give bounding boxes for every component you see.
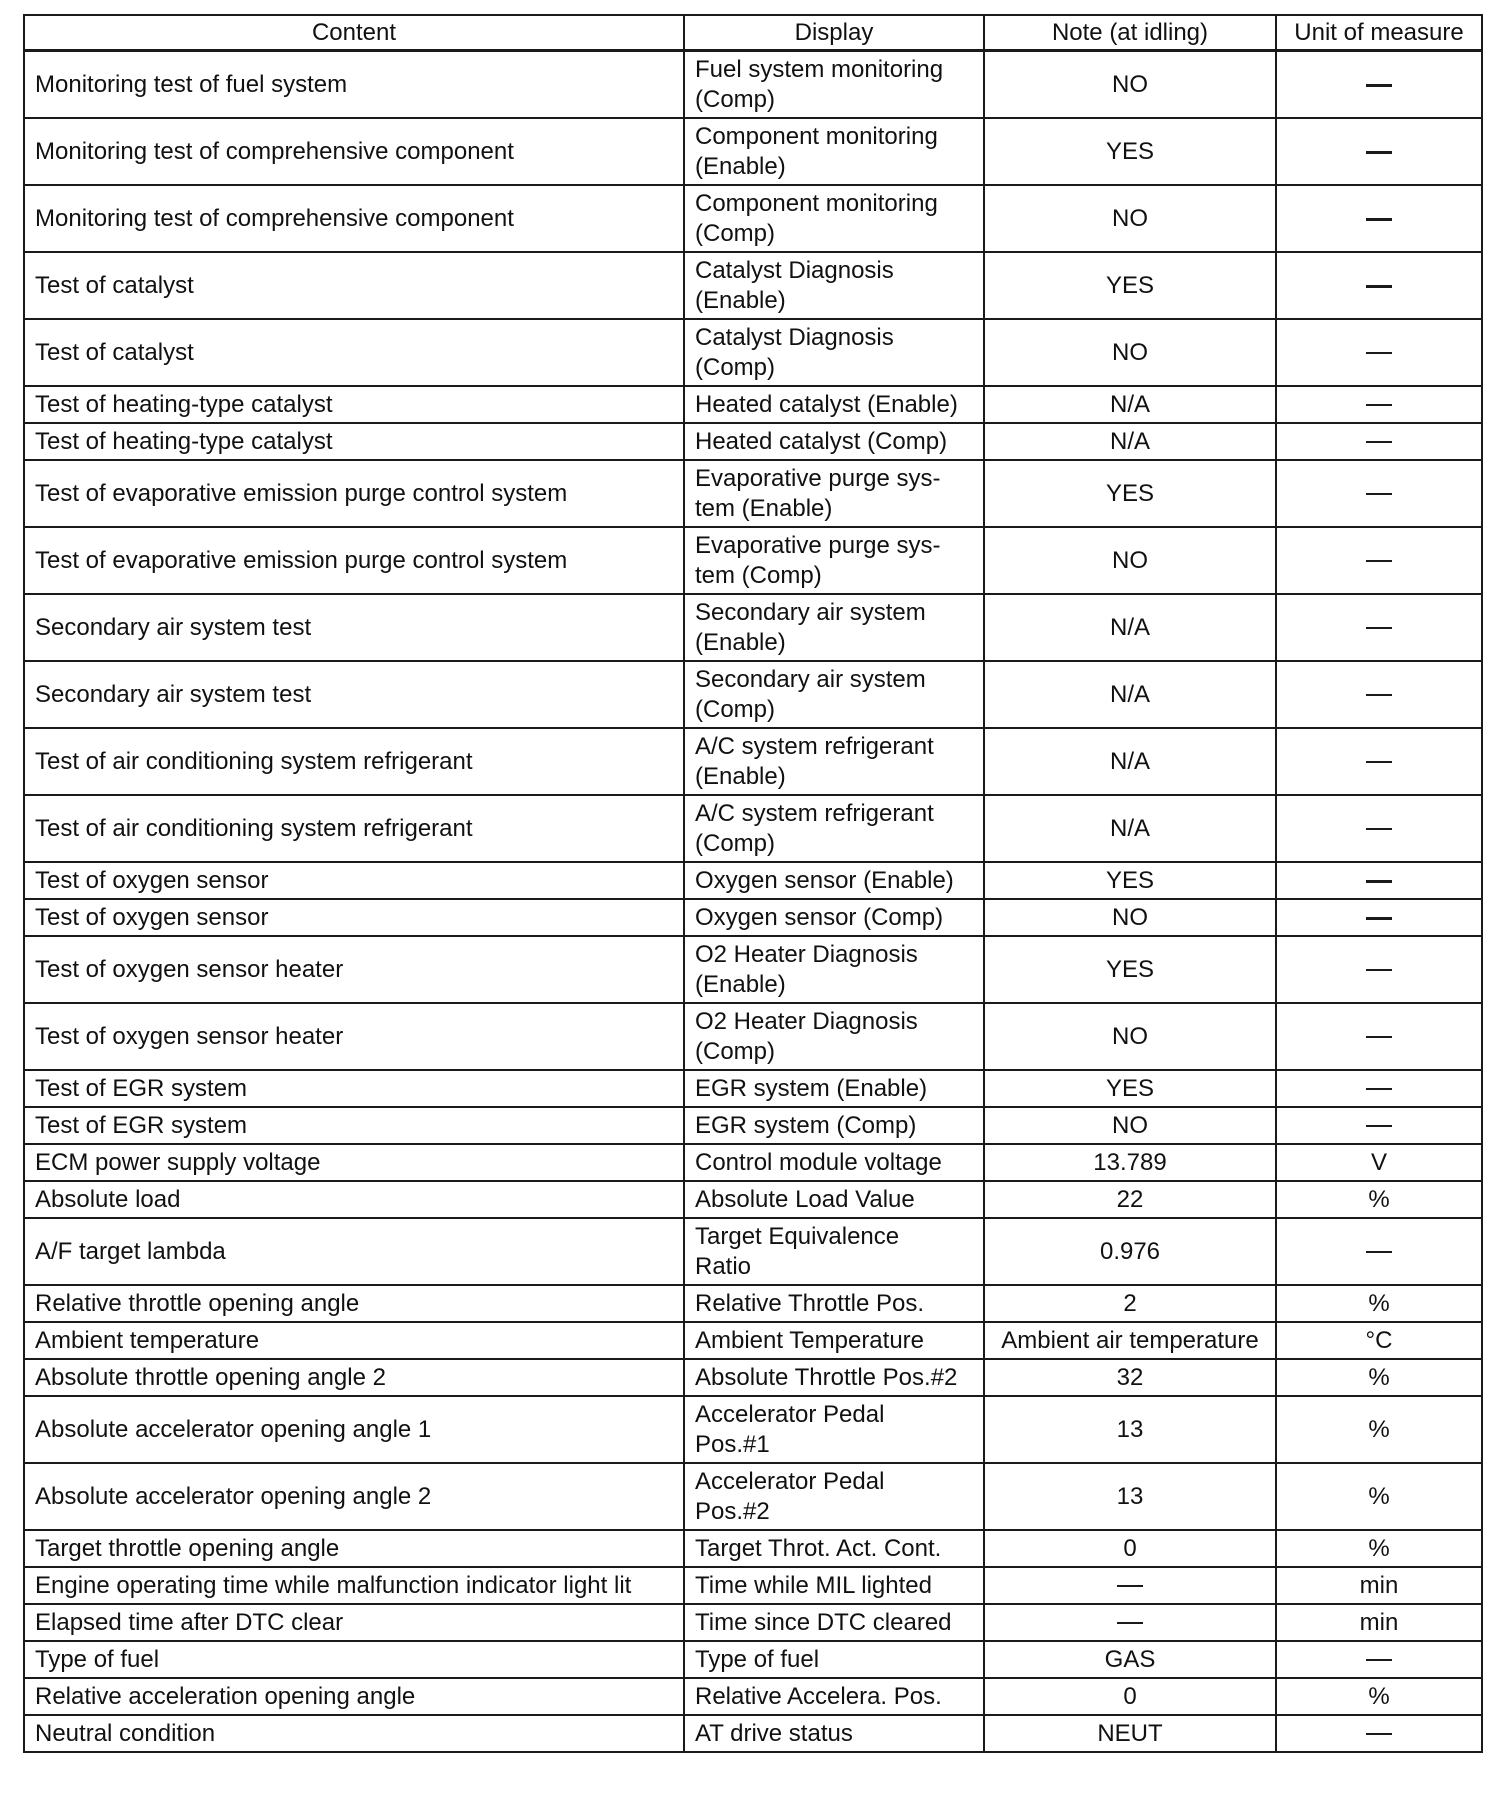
note-cell: NO (984, 899, 1276, 936)
display-cell: Component monitoring (Comp) (684, 185, 984, 252)
unit-cell (1276, 1107, 1482, 1144)
dash-mark (1366, 404, 1392, 406)
content-cell: Absolute accelerator opening angle 1 (24, 1396, 684, 1463)
note-cell (984, 1567, 1276, 1604)
display-cell: Type of fuel (684, 1641, 984, 1678)
display-cell: Relative Accelera. Pos. (684, 1678, 984, 1715)
table-row (24, 252, 1482, 319)
note-cell: YES (984, 118, 1276, 185)
table-row (24, 185, 1482, 252)
note-cell: 0.976 (984, 1218, 1276, 1285)
table-row (24, 1107, 1482, 1144)
note-cell: 13.789 (984, 1144, 1276, 1181)
content-cell: Test of oxygen sensor (24, 899, 684, 936)
dash-mark (1366, 560, 1392, 562)
unit-cell (1276, 1003, 1482, 1070)
display-cell: Relative Throttle Pos. (684, 1285, 984, 1322)
note-cell: NO (984, 51, 1276, 119)
dash-mark (1366, 151, 1392, 154)
note-cell: YES (984, 252, 1276, 319)
content-cell: Absolute accelerator opening angle 2 (24, 1463, 684, 1530)
dash-mark (1366, 1251, 1392, 1253)
unit-cell (1276, 1218, 1482, 1285)
table-row (24, 1218, 1482, 1285)
table-row (24, 899, 1482, 936)
note-cell: GAS (984, 1641, 1276, 1678)
table-row (24, 527, 1482, 594)
content-cell: Relative acceleration opening angle (24, 1678, 684, 1715)
content-cell: Test of catalyst (24, 252, 684, 319)
unit-cell: % (1276, 1285, 1482, 1322)
unit-cell (1276, 661, 1482, 728)
unit-cell (1276, 1070, 1482, 1107)
table-row (24, 460, 1482, 527)
unit-cell (1276, 936, 1482, 1003)
table-row (24, 1359, 1482, 1396)
monitor-data-table (23, 14, 1483, 1753)
unit-cell: °C (1276, 1322, 1482, 1359)
unit-cell: % (1276, 1396, 1482, 1463)
unit-cell: min (1276, 1567, 1482, 1604)
unit-cell (1276, 252, 1482, 319)
note-cell: NO (984, 319, 1276, 386)
table-row (24, 319, 1482, 386)
content-cell: Ambient temperature (24, 1322, 684, 1359)
dash-mark (1366, 285, 1392, 288)
content-cell: Neutral condition (24, 1715, 684, 1752)
note-cell: N/A (984, 661, 1276, 728)
unit-cell (1276, 118, 1482, 185)
note-cell: YES (984, 460, 1276, 527)
display-cell: Heated catalyst (Enable) (684, 386, 984, 423)
unit-cell (1276, 423, 1482, 460)
content-cell: ECM power supply voltage (24, 1144, 684, 1181)
unit-cell: % (1276, 1181, 1482, 1218)
note-cell: 22 (984, 1181, 1276, 1218)
content-cell: Relative throttle opening angle (24, 1285, 684, 1322)
content-cell: Monitoring test of comprehensive component (24, 185, 684, 252)
table-row (24, 936, 1482, 1003)
note-cell: 2 (984, 1285, 1276, 1322)
content-cell: Monitoring test of comprehensive component (24, 118, 684, 185)
table-row (24, 1463, 1482, 1530)
dash-mark (1366, 917, 1392, 920)
display-cell: Accelerator Pedal Pos.#1 (684, 1396, 984, 1463)
note-cell: N/A (984, 594, 1276, 661)
display-cell: Component monitoring (Enable) (684, 118, 984, 185)
note-cell: 0 (984, 1530, 1276, 1567)
dash-mark (1366, 694, 1392, 696)
unit-cell (1276, 899, 1482, 936)
display-cell: A/C system refrigerant (Enable) (684, 728, 984, 795)
dash-mark (1366, 493, 1392, 495)
content-cell: Test of air conditioning system refrigerant (24, 728, 684, 795)
header-unit: Unit of measure (1276, 15, 1482, 51)
note-cell: YES (984, 936, 1276, 1003)
unit-cell (1276, 795, 1482, 862)
unit-cell (1276, 527, 1482, 594)
table-row (24, 1604, 1482, 1641)
content-cell: Test of EGR system (24, 1070, 684, 1107)
display-cell: AT drive status (684, 1715, 984, 1752)
table-row (24, 1144, 1482, 1181)
dash-mark (1366, 1036, 1392, 1038)
note-cell: N/A (984, 386, 1276, 423)
dash-mark (1366, 352, 1392, 354)
note-cell: Ambient air temperature (984, 1322, 1276, 1359)
dash-mark (1366, 1659, 1392, 1661)
dash-mark (1366, 1088, 1392, 1090)
table-row (24, 1641, 1482, 1678)
content-cell: Test of air conditioning system refrigerant (24, 795, 684, 862)
content-cell: Test of oxygen sensor (24, 862, 684, 899)
table-row (24, 423, 1482, 460)
dash-mark (1366, 1733, 1392, 1735)
display-cell: O2 Heater Diagnosis (Comp) (684, 1003, 984, 1070)
note-cell: 0 (984, 1678, 1276, 1715)
display-cell: Fuel system monitoring (Comp) (684, 51, 984, 119)
display-cell: O2 Heater Diagnosis (Enable) (684, 936, 984, 1003)
display-cell: EGR system (Comp) (684, 1107, 984, 1144)
content-cell: Test of heating-type catalyst (24, 423, 684, 460)
unit-cell: min (1276, 1604, 1482, 1641)
dash-mark (1366, 880, 1392, 883)
content-cell: Type of fuel (24, 1641, 684, 1678)
content-cell: Test of EGR system (24, 1107, 684, 1144)
content-cell: Target throttle opening angle (24, 1530, 684, 1567)
content-cell: Test of oxygen sensor heater (24, 936, 684, 1003)
content-cell: Secondary air system test (24, 594, 684, 661)
table-row (24, 661, 1482, 728)
note-cell: YES (984, 862, 1276, 899)
dash-mark (1366, 441, 1392, 443)
unit-cell (1276, 51, 1482, 119)
unit-cell (1276, 728, 1482, 795)
table-row (24, 594, 1482, 661)
table-row (24, 1396, 1482, 1463)
unit-cell: % (1276, 1678, 1482, 1715)
header-row (24, 15, 1482, 51)
display-cell: Secondary air system (Enable) (684, 594, 984, 661)
table-body (24, 51, 1482, 1753)
note-cell: NO (984, 1003, 1276, 1070)
display-cell: Ambient Temperature (684, 1322, 984, 1359)
content-cell: Test of oxygen sensor heater (24, 1003, 684, 1070)
display-cell: Time while MIL lighted (684, 1567, 984, 1604)
unit-cell (1276, 460, 1482, 527)
note-cell: N/A (984, 728, 1276, 795)
table-row (24, 1285, 1482, 1322)
display-cell: Absolute Load Value (684, 1181, 984, 1218)
display-cell: Oxygen sensor (Comp) (684, 899, 984, 936)
content-cell: Elapsed time after DTC clear (24, 1604, 684, 1641)
table-row (24, 1322, 1482, 1359)
note-cell: NO (984, 185, 1276, 252)
dash-mark (1366, 84, 1392, 87)
table-row (24, 1003, 1482, 1070)
table-row (24, 1070, 1482, 1107)
note-cell: N/A (984, 423, 1276, 460)
content-cell: Test of evaporative emission purge control system (24, 527, 684, 594)
header-note: Note (at idling) (984, 15, 1276, 51)
display-cell: Accelerator Pedal Pos.#2 (684, 1463, 984, 1530)
display-cell: Absolute Throttle Pos.#2 (684, 1359, 984, 1396)
table-row (24, 1678, 1482, 1715)
dash-mark (1366, 761, 1392, 763)
display-cell: Catalyst Diagnosis (Enable) (684, 252, 984, 319)
table-row (24, 1530, 1482, 1567)
dash-mark (1366, 218, 1392, 221)
display-cell: Time since DTC cleared (684, 1604, 984, 1641)
unit-cell (1276, 386, 1482, 423)
content-cell: A/F target lambda (24, 1218, 684, 1285)
note-cell: 13 (984, 1396, 1276, 1463)
note-cell: 13 (984, 1463, 1276, 1530)
display-cell: A/C system refrigerant (Comp) (684, 795, 984, 862)
content-cell: Engine operating time while malfunction indicator light lit (24, 1567, 684, 1604)
dash-mark (1366, 969, 1392, 971)
note-cell: 32 (984, 1359, 1276, 1396)
content-cell: Test of evaporative emission purge control system (24, 460, 684, 527)
display-cell: Secondary air system (Comp) (684, 661, 984, 728)
note-cell (984, 1604, 1276, 1641)
unit-cell: % (1276, 1359, 1482, 1396)
table-row (24, 386, 1482, 423)
note-cell: YES (984, 1070, 1276, 1107)
display-cell: Control module voltage (684, 1144, 984, 1181)
content-cell: Secondary air system test (24, 661, 684, 728)
dash-mark (1117, 1622, 1143, 1624)
unit-cell: % (1276, 1530, 1482, 1567)
display-cell: Heated catalyst (Comp) (684, 423, 984, 460)
note-cell: N/A (984, 795, 1276, 862)
content-cell: Absolute load (24, 1181, 684, 1218)
table-row (24, 795, 1482, 862)
unit-cell (1276, 862, 1482, 899)
content-cell: Test of heating-type catalyst (24, 386, 684, 423)
note-cell: NO (984, 1107, 1276, 1144)
table-row (24, 862, 1482, 899)
display-cell: EGR system (Enable) (684, 1070, 984, 1107)
unit-cell (1276, 1715, 1482, 1752)
dash-mark (1366, 828, 1392, 830)
unit-cell (1276, 319, 1482, 386)
unit-cell (1276, 1641, 1482, 1678)
display-cell: Evaporative purge sys- tem (Comp) (684, 527, 984, 594)
content-cell: Monitoring test of fuel system (24, 51, 684, 119)
content-cell: Test of catalyst (24, 319, 684, 386)
table-row (24, 1567, 1482, 1604)
display-cell: Target Equivalence Ratio (684, 1218, 984, 1285)
display-cell: Oxygen sensor (Enable) (684, 862, 984, 899)
unit-cell: V (1276, 1144, 1482, 1181)
table-row (24, 51, 1482, 119)
unit-cell: % (1276, 1463, 1482, 1530)
table-row (24, 728, 1482, 795)
header-display: Display (684, 15, 984, 51)
dash-mark (1366, 1125, 1392, 1127)
table-row (24, 118, 1482, 185)
table-row (24, 1715, 1482, 1752)
display-cell: Evaporative purge sys- tem (Enable) (684, 460, 984, 527)
table-header (24, 15, 1482, 51)
unit-cell (1276, 594, 1482, 661)
display-cell: Target Throt. Act. Cont. (684, 1530, 984, 1567)
note-cell: NO (984, 527, 1276, 594)
header-content: Content (24, 15, 684, 51)
dash-mark (1366, 627, 1392, 629)
dash-mark (1117, 1585, 1143, 1587)
table-row (24, 1181, 1482, 1218)
note-cell: NEUT (984, 1715, 1276, 1752)
unit-cell (1276, 185, 1482, 252)
content-cell: Absolute throttle opening angle 2 (24, 1359, 684, 1396)
display-cell: Catalyst Diagnosis (Comp) (684, 319, 984, 386)
